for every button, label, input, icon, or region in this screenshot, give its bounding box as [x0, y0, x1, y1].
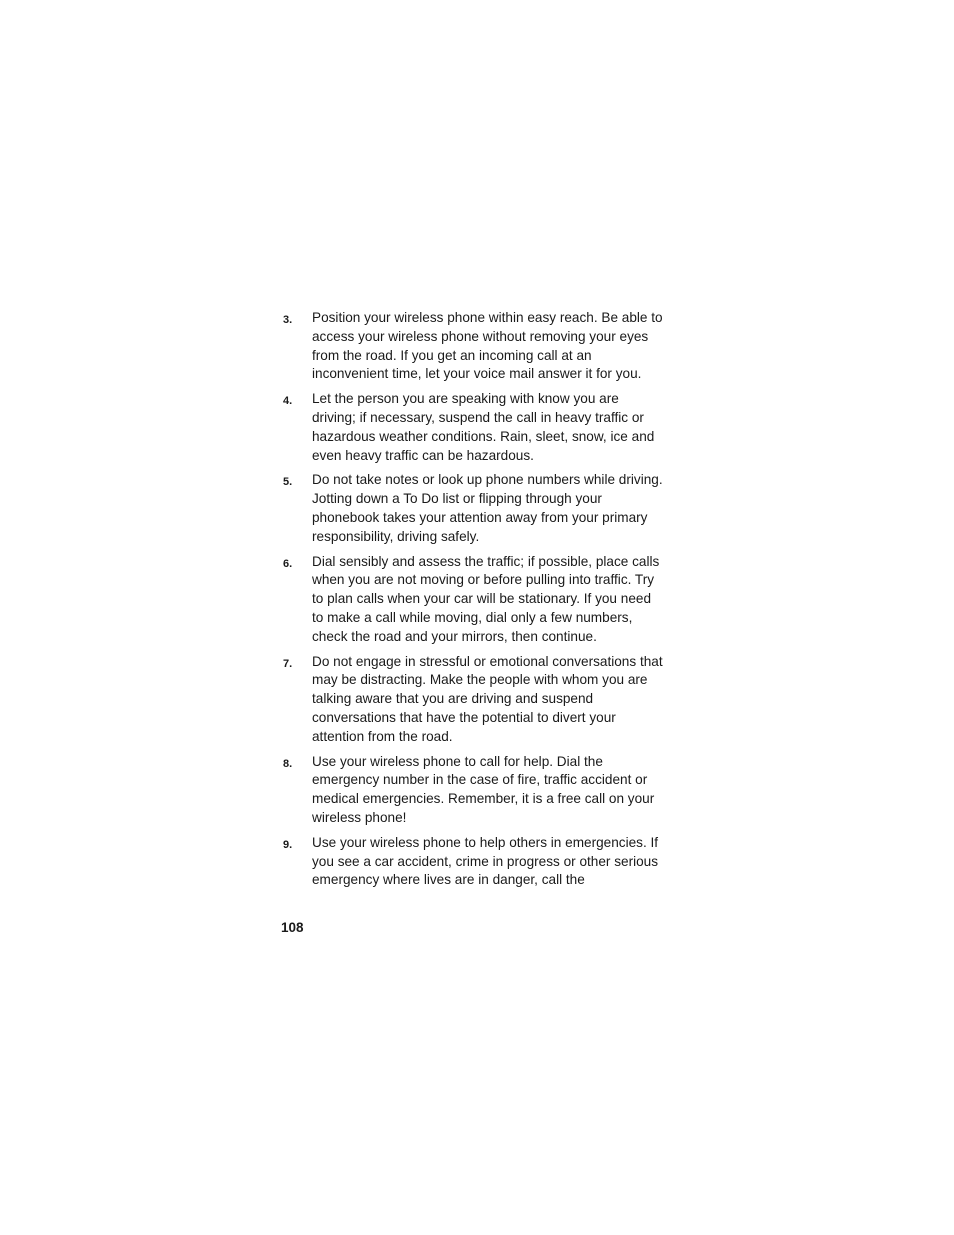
list-item: [283, 753, 663, 828]
item-text: Use your wireless phone to help others in emergencies. If you see a car accident, crime in progress or other serious emergency where lives are in danger, call the: [312, 834, 659, 888]
page-number: 108: [281, 920, 304, 935]
item-number: 9.: [283, 838, 293, 851]
item-text: Let the person you are speaking with know you are driving; if necessary, suspend the call in heavy traffic or hazardous weather conditions. Rain, sleet, snow, ice and even heavy traffic can be hazardous.: [312, 391, 655, 463]
list-item: [283, 653, 663, 747]
item-number: 8.: [283, 757, 293, 770]
item-number: 3.: [283, 314, 293, 326]
item-text: Do not engage in stressful or emotional conversations that may be distracting. Make the people with whom you are talking aware that you are driving and suspend conversations that have the potential to divert your attention from the road.: [312, 653, 663, 744]
list-item: [283, 553, 663, 647]
list-item: [283, 309, 663, 384]
item-number: 5.: [283, 476, 293, 489]
safety-tips-list: [283, 309, 663, 896]
item-text: Use your wireless phone to call for help. Dial the emergency number in the case of fire, traffic accident or medical emergencies. Remember, it is a free call on your wireless phone!: [312, 753, 655, 825]
item-text: Do not take notes or look up phone numbers while driving. Jotting down a To Do list or flipping through your phonebook takes your attention away from your primary responsibility, driving safely.: [312, 472, 663, 544]
list-item: [283, 471, 663, 546]
list-item: [283, 390, 663, 465]
list-item: [283, 834, 663, 890]
item-number: 7.: [283, 657, 293, 670]
item-number: 4.: [283, 395, 293, 408]
item-text: Position your wireless phone within easy reach. Be able to access your wireless phone without removing your eyes from the road. If you get an incoming call at an inconvenient time, let your voice mail answer it for you.: [312, 310, 663, 382]
item-number: 6.: [283, 557, 293, 570]
item-text: Dial sensibly and assess the traffic; if possible, place calls when you are not moving or before pulling into traffic. Try to plan calls when your car will be stationary. If you need to make a call while moving, dial only a few numbers, check the road and your mirrors, then continue.: [312, 553, 660, 644]
